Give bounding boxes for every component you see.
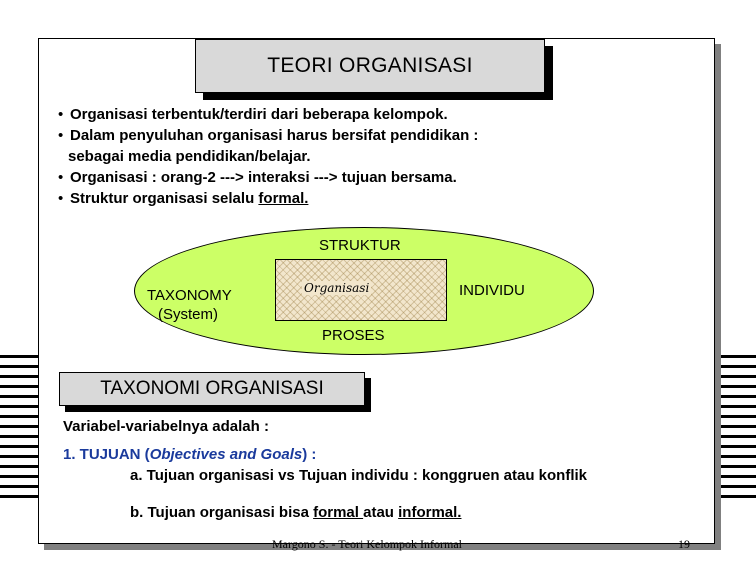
label-struktur: STRUKTUR — [319, 237, 401, 254]
variables-intro: Variabel-variabelnya adalah : — [63, 418, 269, 435]
bullet-1: • Organisasi terbentuk/terdiri dari beberapa kelompok. — [58, 104, 698, 125]
item-b-mid: atau — [363, 504, 399, 521]
bullet-2-continuation: sebagai media pendidikan/belajar. — [68, 148, 311, 165]
tujuan-prefix: 1. TUJUAN ( — [63, 446, 150, 463]
section-title: TAXONOMI ORGANISASI — [59, 372, 365, 406]
label-system: (System) — [158, 306, 218, 323]
tujuan-heading — [63, 446, 316, 463]
label-individu: INDIVIDU — [459, 282, 525, 299]
item-b — [130, 504, 461, 521]
bullet-3: • Organisasi : orang-2 ---> interaksi ---> tujuan bersama. — [58, 167, 698, 188]
label-proses: PROSES — [322, 327, 385, 344]
bullet-2: • Dalam penyuluhan organisasi harus bersifat pendidikan : — [58, 125, 698, 146]
label-taxonomy: TAXONOMY — [147, 287, 232, 304]
tujuan-suffix: ) : — [302, 446, 317, 463]
footer-text: Margono S. - Teori Kelompok Informal — [272, 537, 463, 551]
page-number: 19 — [678, 537, 690, 551]
tujuan-italic: Objectives and Goals — [149, 446, 303, 463]
bullet-4 — [58, 188, 698, 209]
bullet-4-formal: formal. — [258, 190, 309, 207]
right-stripes-decoration — [718, 355, 756, 505]
bullet-list — [58, 104, 698, 209]
item-a: a. Tujuan organisasi vs Tujuan individu : konggruen atau konflik — [130, 467, 587, 484]
label-organisasi: Organisasi — [304, 281, 370, 295]
slide-title: TEORI ORGANISASI — [195, 39, 545, 93]
left-stripes-decoration — [0, 355, 38, 505]
bullet-4-text: Struktur organisasi selalu — [70, 190, 259, 207]
item-b-informal: informal. — [398, 504, 462, 521]
item-b-text: b. Tujuan organisasi bisa — [130, 504, 314, 521]
item-b-formal: formal — [313, 504, 364, 521]
